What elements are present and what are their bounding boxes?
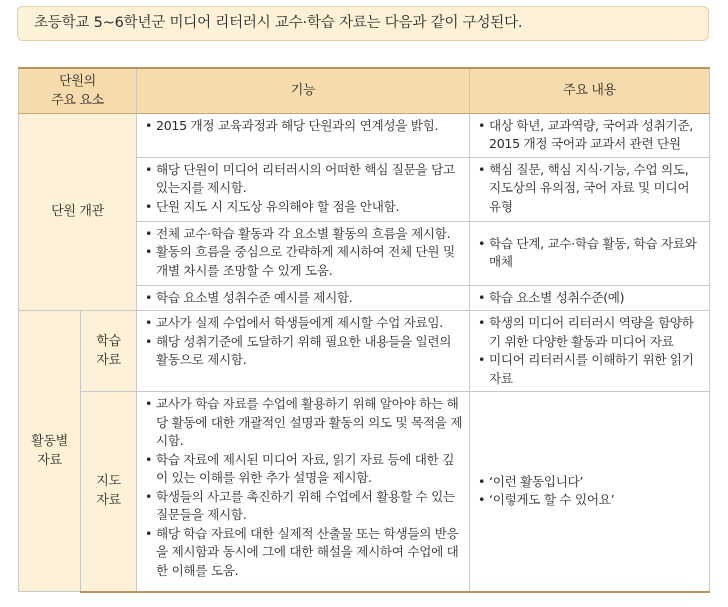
teaching-label-line1: 지도 [96, 474, 121, 490]
header-function: 기능 [137, 68, 470, 113]
content-cell [470, 157, 710, 221]
content-cell [470, 285, 710, 311]
content-item: • ‘이런 활동입니다’ [478, 473, 703, 492]
learning-label-line2: 자료 [96, 353, 121, 368]
function-cell [137, 221, 470, 285]
function-cell [137, 311, 470, 392]
content-item: • 학생의 미디어 리터러시 역량을 함양하기 위한 다양한 활동과 미디어 자료 [478, 314, 703, 351]
activity-label-line1: 활동별 [31, 434, 68, 449]
header-element-line2: 주요 요소 [51, 92, 104, 108]
function-item: • 해당 단원이 미디어 리터러시의 어떠한 핵심 질문을 담고 있는지를 제시함. [145, 161, 463, 198]
table-row [19, 113, 710, 157]
content-item: • 핵심 질문, 핵심 지식·기능, 수업 의도, 지도상의 유의점, 국어 자료 및 미디어 유형 [478, 161, 703, 217]
table-row [19, 392, 710, 592]
function-item: • 학습 자료에 제시된 미디어 자료, 읽기 자료 등에 대한 깊이 있는 이해를 위한 추가 설명을 제시함. [145, 451, 463, 488]
content-cell [470, 221, 710, 285]
function-item: • 교사가 학습 자료를 수업에 활용하기 위해 알아야 하는 해당 활동에 대한 개괄적인 설명과 활동의 의도 및 목적을 제시함. [145, 395, 463, 451]
header-element [19, 68, 137, 113]
teaching-material-label [81, 392, 137, 592]
function-item: • 활동의 흐름을 중심으로 간략하게 제시하여 전체 단원 및 개별 차시를 조망할 수 있게 도움. [145, 243, 463, 280]
function-item: • 교사가 실제 수업에서 학생들에게 제시할 수업 자료임. [145, 314, 463, 333]
intro-text: 초등학교 5~6학년군 미디어 리터러시 교수·학습 자료는 다음과 같이 구성된다. [34, 15, 523, 31]
content-item: • 미디어 리터러시를 이해하기 위한 읽기 자료 [478, 351, 703, 388]
function-item: • 학습 요소별 성취수준 예시를 제시함. [145, 289, 463, 308]
function-cell [137, 285, 470, 311]
learning-material-label [81, 311, 137, 392]
learning-label-line1: 학습 [96, 334, 121, 349]
teaching-label-line2: 자료 [96, 493, 121, 509]
function-cell [137, 392, 470, 592]
content-cell [470, 392, 710, 592]
content-item: • ‘이렇게도 할 수 있어요’ [478, 491, 703, 510]
function-item: • 2015 개정 교육과정과 해당 단원과의 연계성을 밝힘. [145, 117, 463, 136]
content-item: • 학습 요소별 성취수준(예) [478, 289, 703, 308]
activity-label [19, 311, 81, 592]
function-item: • 전체 교수·학습 활동과 각 요소별 활동의 흐름을 제시함. [145, 225, 463, 244]
function-cell [137, 157, 470, 221]
content-item: • 학습 단계, 교수·학습 활동, 학습 자료와 매체 [478, 235, 703, 272]
header-element-line1: 단원의 [59, 73, 96, 89]
intro-banner [17, 6, 709, 41]
content-cell [470, 311, 710, 392]
activity-label-line2: 자료 [37, 453, 62, 468]
function-cell [137, 113, 470, 157]
function-item: • 해당 학습 자료에 대한 실제적 산출물 또는 학생들의 반응을 제시함과 동시에 그에 대한 해설을 제시하여 수업에 대한 이해를 도움. [145, 525, 463, 581]
function-item: • 해당 성취기준에 도달하기 위해 필요한 내용들을 일련의 활동으로 제시함. [145, 333, 463, 370]
content-cell [470, 113, 710, 157]
function-item: • 단원 지도 시 지도상 유의해야 할 점을 안내함. [145, 198, 463, 217]
content-item: • 대상 학년, 교과역량, 국어과 성취기준, 2015 개정 국어과 교과서 관련 단원 [478, 117, 703, 154]
table-row [19, 311, 710, 392]
structure-table [18, 67, 710, 593]
header-content: 주요 내용 [470, 68, 710, 113]
overview-label: 단원 개관 [19, 113, 137, 311]
header-row [19, 68, 710, 113]
function-item: • 학생들의 사고를 촉진하기 위해 수업에서 활용할 수 있는 질문들을 제시함. [145, 488, 463, 525]
